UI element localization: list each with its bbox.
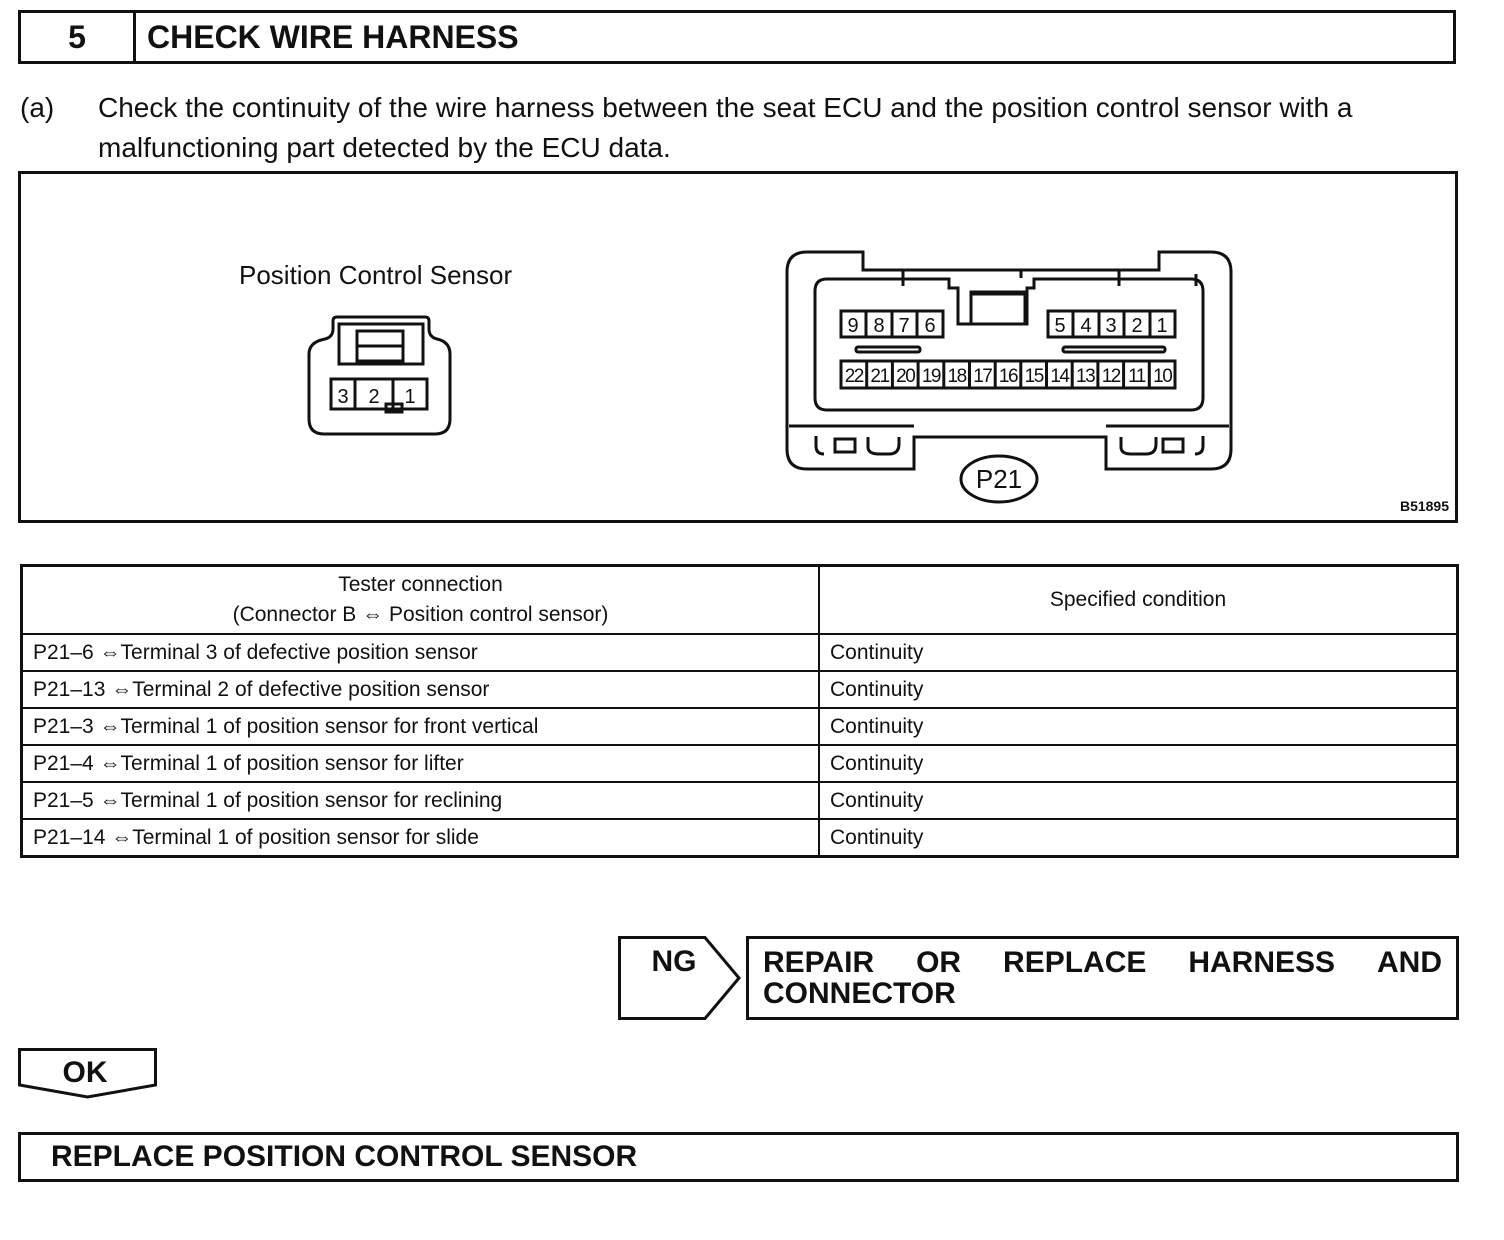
connection-cell: P21–5 ⇔Terminal 1 of position sensor for reclining <box>22 782 820 819</box>
p21-pin: 16 <box>998 366 1018 387</box>
condition-cell: Continuity <box>819 745 1458 782</box>
p21-pin: 2 <box>1131 315 1143 337</box>
table-row <box>22 708 1458 745</box>
connector-drawing <box>21 174 1455 520</box>
p21-pin: 15 <box>1024 366 1043 387</box>
header-conn-line1: Tester connection <box>338 573 503 596</box>
p21-pin: 8 <box>873 315 885 337</box>
ng-action-line2: CONNECTOR <box>763 977 956 1010</box>
condition-cell: Continuity <box>819 708 1458 745</box>
p21-pin: 9 <box>847 315 859 337</box>
connection-cell: P21–6 ⇔Terminal 3 of defective position sensor <box>22 634 820 671</box>
table-header-row <box>22 566 1458 635</box>
table-row <box>22 671 1458 708</box>
p21-pin: 17 <box>973 366 992 387</box>
ng-action-word: REPLACE <box>1003 946 1147 979</box>
p21-pin: 13 <box>1076 366 1095 387</box>
p21-inner-outline <box>815 279 1203 410</box>
p21-pin: 5 <box>1054 315 1066 337</box>
condition-cell: Continuity <box>819 819 1458 857</box>
ng-label: NG <box>651 945 697 978</box>
ng-action-word: HARNESS <box>1188 946 1336 979</box>
p21-pin: 11 <box>1128 366 1145 387</box>
p21-label: P21 <box>975 464 1023 494</box>
condition-cell: Continuity <box>819 782 1458 819</box>
ng-action-line1 <box>763 947 1442 978</box>
table-row <box>22 745 1458 782</box>
p21-pin: 19 <box>921 366 940 387</box>
p21-pin: 10 <box>1153 366 1172 387</box>
header-conn-line2: (Connector B ⇔ Position control sensor) <box>232 603 609 626</box>
step-number: 5 <box>21 13 136 61</box>
ng-action-word: OR <box>916 946 962 979</box>
table-row <box>22 782 1458 819</box>
p21-pin: 21 <box>870 366 889 387</box>
final-action-box: REPLACE POSITION CONTROL SENSOR <box>18 1132 1459 1182</box>
p21-pin: 20 <box>896 366 915 387</box>
p21-pin: 7 <box>898 315 910 337</box>
figure-id: B51895 <box>1399 498 1449 514</box>
header-tester-connection <box>22 566 820 635</box>
ng-action-word: AND <box>1377 946 1442 979</box>
sensor-pin: 2 <box>368 386 380 408</box>
ng-action-word: REPAIR <box>763 946 875 979</box>
sensor-pin: 3 <box>337 386 349 408</box>
step-title: CHECK WIRE HARNESS <box>147 19 519 55</box>
step-header <box>18 10 1456 64</box>
connection-cell: P21–14 ⇔Terminal 1 of position sensor for slide <box>22 819 820 857</box>
p21-pin: 22 <box>844 366 863 387</box>
connection-cell: P21–13 ⇔Terminal 2 of defective position sensor <box>22 671 820 708</box>
p21-pin: 4 <box>1080 315 1092 337</box>
p21-pin: 18 <box>947 366 966 387</box>
ok-label: OK <box>62 1056 108 1089</box>
connection-cell: P21–4 ⇔Terminal 1 of position sensor for lifter <box>22 745 820 782</box>
continuity-table <box>20 564 1459 858</box>
condition-cell: Continuity <box>819 634 1458 671</box>
p21-pin: 12 <box>1101 366 1120 387</box>
p21-pin: 14 <box>1050 366 1069 387</box>
connection-cell: P21–3 ⇔Terminal 1 of position sensor for front vertical <box>22 708 820 745</box>
table-row <box>22 634 1458 671</box>
connector-diagram <box>18 171 1458 523</box>
instruction-text: Check the continuity of the wire harness between the seat ECU and the position control sensor with a malfunctioning part detected by the ECU data. <box>98 92 1353 163</box>
sensor-connector-outline <box>309 317 450 434</box>
table-row <box>22 819 1458 857</box>
p21-pin: 3 <box>1105 315 1117 337</box>
ng-action-box <box>746 936 1459 1020</box>
p21-pin: 6 <box>924 315 936 337</box>
p21-pin: 1 <box>1156 315 1168 337</box>
sensor-pin: 1 <box>404 386 416 408</box>
header-specified-condition: Specified condition <box>819 566 1458 635</box>
condition-cell: Continuity <box>819 671 1458 708</box>
instruction-marker: (a) <box>20 92 55 123</box>
sensor-label: Position Control Sensor <box>239 260 513 290</box>
p21-latch <box>971 292 1025 324</box>
